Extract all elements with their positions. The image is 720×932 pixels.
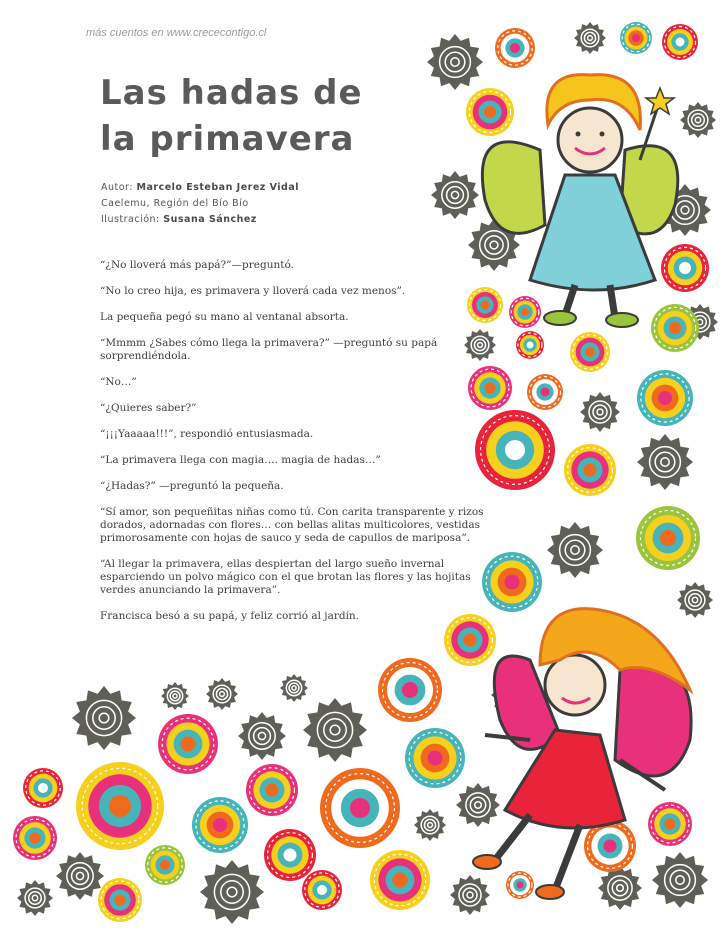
gray-flower: [450, 875, 490, 915]
flower-ring: [213, 818, 227, 832]
flower-ring: [584, 464, 597, 477]
flower-ring: [658, 391, 672, 405]
story-paragraph: “No lo creo hija, es primavera y lloverá cada vez menos”.: [100, 285, 406, 297]
colorful-flower: [506, 871, 534, 899]
colorful-flower: [516, 331, 544, 359]
gray-flower-petals: [280, 674, 308, 702]
gray-flower-petals: [414, 809, 446, 841]
author-location: Caelemu, Región del Bío Bío: [101, 198, 249, 209]
gray-flower-petals: [547, 522, 603, 578]
flower-ring: [604, 840, 617, 853]
gray-flower-petals: [161, 682, 189, 710]
colorful-flower: [527, 374, 563, 410]
gray-flower-petals: [72, 686, 136, 750]
flower-ring: [38, 783, 48, 793]
gray-flower: [56, 852, 104, 900]
gray-flower-petals: [56, 852, 104, 900]
flower-ring: [266, 784, 279, 797]
flower-ring: [485, 383, 496, 394]
colorful-flower: [320, 768, 400, 848]
colorful-flower: [98, 878, 142, 922]
colorful-flower: [648, 802, 692, 846]
gray-flower: [200, 860, 264, 924]
flower-ring: [30, 833, 41, 844]
gray-flower-petals: [580, 392, 620, 432]
gray-flower-petals: [464, 329, 496, 361]
flower-ring: [484, 106, 496, 118]
gray-flower: [427, 34, 483, 90]
flower-ring: [284, 849, 297, 862]
gray-flower: [652, 852, 708, 908]
flower-ring: [541, 388, 550, 397]
story-paragraph: “Al llegar la primavera, ellas despiertan del largo sueño invernal esparciendo un polvo mágico con el que brotan las flores y las hojitas verdes anunciando la primavera”.: [100, 558, 471, 596]
story-paragraph: “Sí amor, son pequeñitas niñas como tú. Con carita transparente y rizos dorados, adornadas con flores… con bellas alitas multicolores, vestidas primorosamente con hojas de sauco y seda de capullos de mariposa”.: [100, 506, 484, 544]
website-link[interactable]: más cuentos en www.crececontigo.cl: [86, 27, 267, 39]
flower-ring: [402, 682, 418, 698]
flower-ring: [181, 737, 196, 752]
gray-flower: [161, 682, 189, 710]
gray-flower: [580, 392, 620, 432]
gray-flower: [574, 22, 606, 54]
story-paragraph: “¡¡¡Yaaaaa!!!”, respondió entusiasmada.: [100, 428, 314, 440]
colorful-flower: [370, 850, 430, 910]
colorful-flower: [495, 28, 535, 68]
illustrator-name: Susana Sánchez: [163, 214, 257, 225]
title-line-2: la primavera: [100, 119, 355, 159]
flower-ring: [510, 43, 520, 53]
gray-flower-petals: [431, 171, 479, 219]
gray-flower: [598, 866, 642, 910]
gray-flower: [72, 686, 136, 750]
gray-flower-petals: [17, 880, 53, 916]
author-label: Autor:: [101, 182, 133, 193]
flower-ring: [428, 751, 443, 766]
flower-ring: [679, 262, 691, 274]
flower-ring: [665, 819, 676, 830]
gray-flower: [414, 809, 446, 841]
gray-flower-petals: [652, 852, 708, 908]
story-paragraph: “¿Quieres saber?”: [100, 402, 197, 414]
flower-ring: [521, 308, 529, 316]
illustration-label: Ilustración:: [101, 214, 160, 225]
gray-flower: [280, 674, 308, 702]
flower-ring: [115, 895, 126, 906]
colorful-flower: [636, 506, 700, 570]
gray-flower: [431, 171, 479, 219]
colorful-flower: [468, 366, 512, 410]
colorful-flower: [570, 332, 610, 372]
title-line-1: Las hadas de: [100, 73, 363, 113]
gray-flower-petals: [200, 860, 264, 924]
gray-flower: [637, 434, 693, 490]
colorful-flower: [475, 410, 555, 490]
story-paragraph: “La primavera llega con magia…. magia de hadas…”: [100, 454, 381, 466]
colorful-flower: [482, 552, 542, 612]
story-paragraph: Francisca besó a su papá, y feliz corrió al jardín.: [100, 610, 360, 622]
story-paragraph: “¿Hadas?” —preguntó la pequeña.: [100, 480, 284, 492]
colorful-flower: [564, 444, 616, 496]
colorful-flower: [246, 764, 298, 816]
colorful-flower: [23, 768, 63, 808]
story-paragraph: “¿No lloverá más papá?”—preguntó.: [100, 259, 294, 271]
gray-flower-petals: [303, 698, 367, 762]
gray-flower: [206, 678, 238, 710]
colorful-flower: [378, 658, 442, 722]
colorful-flower: [637, 370, 693, 426]
gray-flower: [547, 522, 603, 578]
colorful-flower: [158, 714, 218, 774]
flower-ring: [660, 530, 676, 546]
gray-flower-petals: [427, 34, 483, 90]
flower-ring: [160, 860, 170, 870]
gray-flower-petals: [574, 22, 606, 54]
colorful-flower: [405, 728, 465, 788]
gray-flower-petals: [238, 712, 286, 760]
colorful-flower: [466, 88, 514, 136]
gray-flower-petals: [598, 866, 642, 910]
flower-ring: [669, 322, 681, 334]
flower-ring: [393, 873, 408, 888]
story-paragraph: “Mmmm ¿Sabes cómo llega la primavera?” —preguntó su papá sorprendiéndola.: [100, 337, 438, 362]
flower-ring: [317, 885, 327, 895]
flower-ring: [109, 795, 131, 817]
colorful-flower: [662, 24, 698, 60]
colorful-flower: [620, 22, 652, 54]
gray-flower: [303, 698, 367, 762]
flower-ring: [481, 301, 490, 310]
gray-flower-petals: [206, 678, 238, 710]
flower-ring: [527, 342, 534, 349]
story-paragraph: “No…”: [100, 376, 137, 388]
flower-ring: [505, 575, 520, 590]
colorful-flower: [264, 829, 316, 881]
colorful-flower: [192, 797, 248, 853]
colorful-flower: [467, 287, 503, 323]
gray-flower: [17, 880, 53, 916]
colorful-flower: [76, 762, 164, 850]
gray-flower-petals: [680, 102, 716, 138]
flower-ring: [632, 34, 640, 42]
gray-flower-petals: [450, 875, 490, 915]
gray-flower: [677, 582, 713, 618]
story-paragraph: La pequeña pegó su mano al ventanal absorta.: [100, 311, 349, 323]
colorful-flower: [13, 816, 57, 860]
flower-ring: [350, 798, 370, 818]
flower-ring: [676, 38, 685, 47]
colorful-flower: [145, 845, 185, 885]
colorful-flower: [661, 244, 709, 292]
gray-flower: [464, 329, 496, 361]
flower-ring: [517, 882, 524, 889]
colorful-flower: [302, 870, 342, 910]
flower-ring: [585, 347, 595, 357]
gray-flower: [680, 102, 716, 138]
flower-ring: [464, 634, 477, 647]
colorful-flower: [509, 296, 541, 328]
author-name: Marcelo Esteban Jerez Vidal: [136, 182, 300, 193]
gray-flower-petals: [677, 582, 713, 618]
gray-flower: [456, 783, 500, 827]
gray-flower: [238, 712, 286, 760]
gray-flower-petals: [456, 783, 500, 827]
fairy-pink-illustration: [473, 609, 691, 899]
gray-flower-petals: [637, 434, 693, 490]
flower-ring: [505, 440, 525, 460]
colorful-flower: [444, 614, 496, 666]
colorful-flower: [651, 304, 699, 352]
